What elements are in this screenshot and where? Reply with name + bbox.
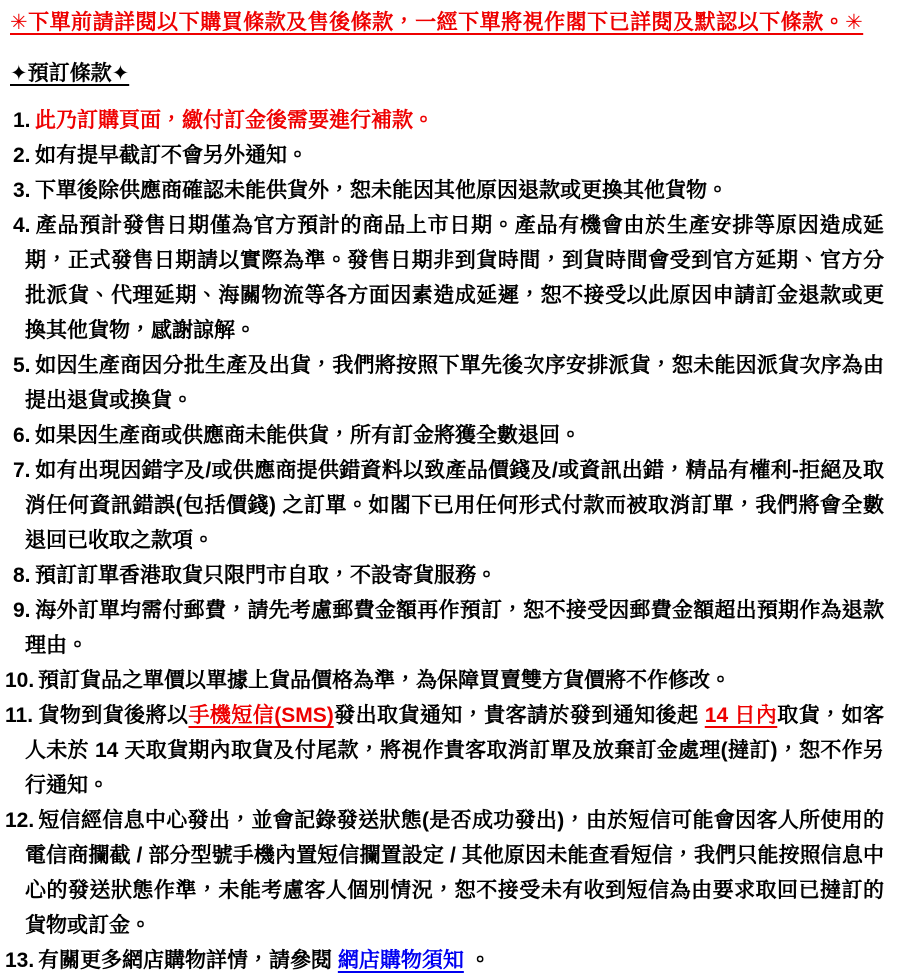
term-item xyxy=(0,593,913,663)
term-text-segment: 如果因生產商或供應商未能供貨，所有訂金將獲全數退回。 xyxy=(35,424,581,447)
term-item xyxy=(0,208,913,348)
term-number: 8. xyxy=(13,564,31,587)
term-number: 11. xyxy=(5,704,34,727)
term-number: 4. xyxy=(13,214,31,237)
term-item xyxy=(0,663,913,698)
terms-list xyxy=(0,103,913,978)
term-item xyxy=(0,453,913,558)
term-text-segment: 如有提早截訂不會另外通知。 xyxy=(35,144,308,167)
term-text-segment: 產品預計發售日期僅為官方預計的商品上市日期。產品有機會由於生產安排等原因造成延期，正式發售日期請以實際為準。發售日期非到貨時間，到貨時間會受到官方延期、官方分批派貨、代理延期、海關物流等各方面因素造成延遲，恕不接受以此原因申請訂金退款或更換其他貨物，感謝諒解。 xyxy=(25,214,884,342)
term-text-segment: 此乃訂購頁面，繳付訂金後需要進行補款。 xyxy=(35,109,434,132)
term-item xyxy=(0,803,913,943)
term-text-segment: 短信經信息中心發出，並會記錄發送狀態(是否成功發出)，由於短信可能會因客人所使用的電信商攔截 / 部分型號手機內置短信攔置設定 / 其他原因未能查看短信，我們只能按照信息中心的發送狀態作準，未能考慮客人個別情況，恕不接受未有收到短信為由要求取回已撻訂的貨物或訂金。 xyxy=(25,809,884,937)
term-number: 13. xyxy=(5,949,35,972)
term-item xyxy=(0,103,913,138)
term-item xyxy=(0,348,913,418)
purchase-notice-header: ✳下單前請詳閱以下購買條款及售後條款，一經下單將視作閣下已詳閱及默認以下條款。✳ xyxy=(10,11,864,34)
shop-notice-link[interactable]: 網店購物須知 xyxy=(337,949,464,972)
term-text-segment: 下單後除供應商確認未能供貨外，恕未能因其他原因退款或更換其他貨物。 xyxy=(35,179,728,202)
term-number: 1. xyxy=(13,109,31,132)
term-text-segment: 取貨，如客人未於 14 天取貨期內取貨及付尾款，將視作貴客取消訂單及放棄訂金處理(撻訂)，恕不作另行通知。 xyxy=(25,704,884,797)
term-number: 12. xyxy=(5,809,35,832)
term-item xyxy=(0,943,913,978)
term-text-segment: 海外訂單均需付郵費，請先考慮郵費金額再作預訂，恕不接受因郵費金額超出預期作為退款理由。 xyxy=(25,599,884,657)
term-text-segment: 有關更多網店購物詳情，請參閱 xyxy=(38,949,338,972)
term-text-segment: 如因生產商因分批生產及出貨，我們將按照下單先後次序安排派貨，恕未能因派貨次序為由提出退貨或換貨。 xyxy=(25,354,884,412)
term-item xyxy=(0,138,913,173)
term-number: 5. xyxy=(13,354,31,377)
term-number: 6. xyxy=(13,424,31,447)
term-text-segment: 貨物到貨後將以 xyxy=(38,704,189,727)
term-text-segment: 預訂貨品之單價以單據上貨品價格為準，為保障買賣雙方貨價將不作修改。 xyxy=(38,669,731,692)
term-number: 9. xyxy=(13,599,31,622)
term-number: 10. xyxy=(5,669,35,692)
term-item xyxy=(0,698,913,803)
term-text-segment: 發出取貨通知，貴客請於發到通知後起 xyxy=(333,704,705,727)
term-text-segment: 手機短信(SMS) xyxy=(188,704,334,727)
term-text-segment: 預訂訂單香港取貨只限門市自取，不設寄貨服務。 xyxy=(35,564,497,587)
term-text-segment: 14 日內 xyxy=(704,704,778,727)
term-item xyxy=(0,418,913,453)
term-item xyxy=(0,558,913,593)
preorder-terms-title: ✦預訂條款✦ xyxy=(10,62,130,85)
term-item xyxy=(0,173,913,208)
term-number: 2. xyxy=(13,144,31,167)
term-number: 3. xyxy=(13,179,31,202)
term-text-segment: 如有出現因錯字及/或供應商提供錯資料以致產品價錢及/或資訊出錯，精品有權利-拒絕及取消任何資訊錯誤(包括價錢) 之訂單。如閣下已用任何形式付款而被取消訂單，我們將會全數退回已收取之款項。 xyxy=(25,459,884,552)
term-number: 7. xyxy=(13,459,31,482)
term-text-segment: 。 xyxy=(463,949,491,972)
